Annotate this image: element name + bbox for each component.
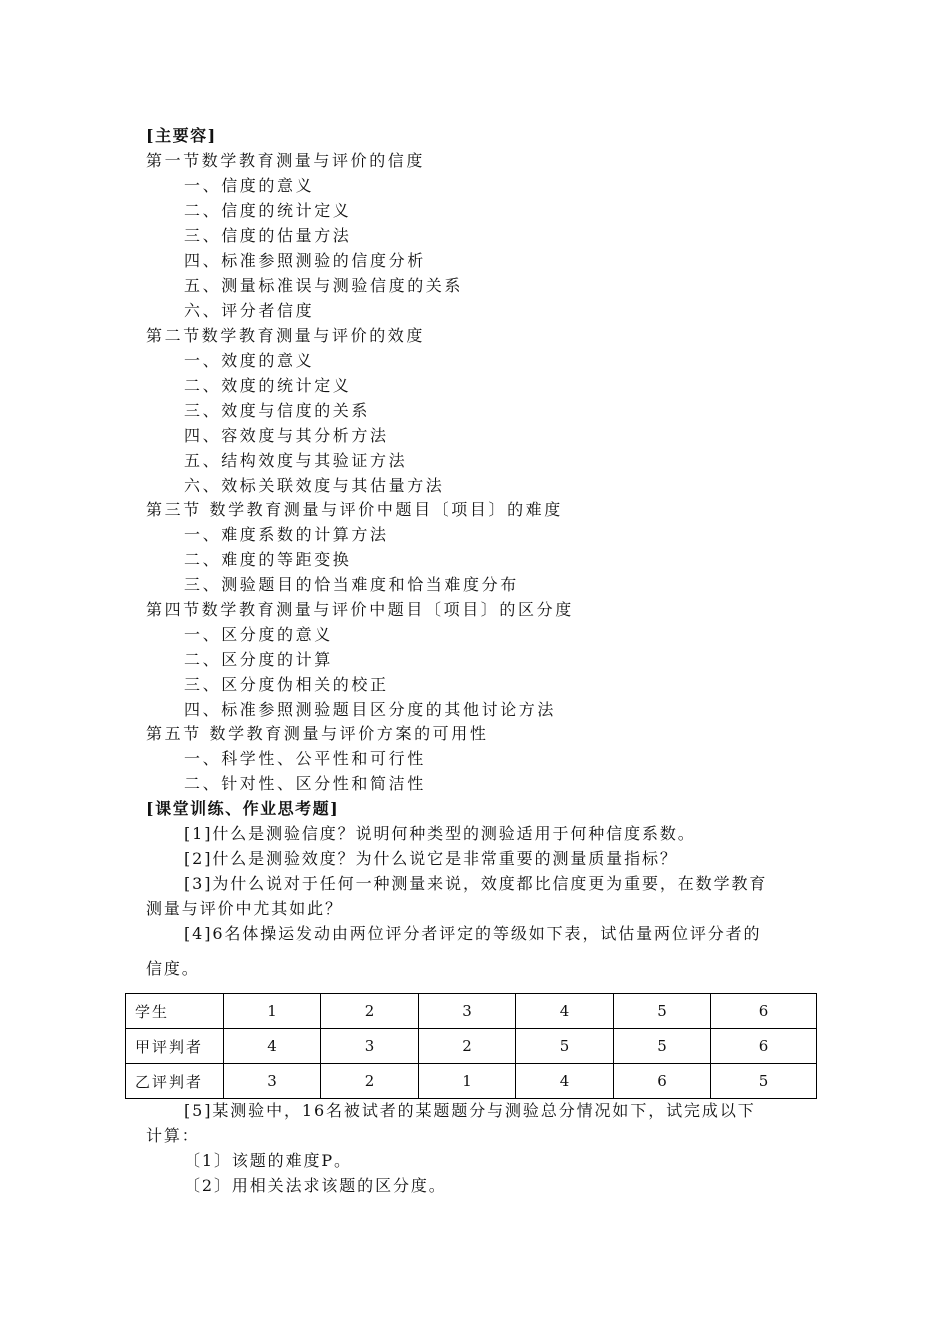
- table-row: [126, 1029, 817, 1064]
- table-cell: 5: [614, 1029, 711, 1064]
- table-cell: 5: [516, 1029, 614, 1064]
- table-cell: 3: [321, 1029, 419, 1064]
- table-row: [126, 1064, 817, 1099]
- question-2: [2]什么是测验效度？为什么说它是非常重要的测量质量指标？: [184, 849, 678, 868]
- section-3-item: 一、难度系数的计算方法: [184, 525, 389, 544]
- table-cell: 2: [419, 1029, 516, 1064]
- table-cell: 3: [224, 1064, 321, 1099]
- section-4-title: 第四节数学教育测量与评价中题目〔项目〕的区分度: [146, 600, 574, 619]
- section-1-item: 六、评分者信度: [184, 301, 315, 320]
- exercises-heading: [课堂训练、作业思考题]: [146, 799, 340, 818]
- table-cell: 4: [516, 994, 614, 1029]
- section-2-item: 六、效标关联效度与其估量方法: [184, 476, 445, 495]
- question-1: [1]什么是测验信度？说明何种类型的测验适用于何种信度系数。: [184, 824, 696, 843]
- grades-table: [125, 993, 817, 1099]
- section-3-item: 三、测验题目的恰当难度和恰当难度分布: [184, 575, 519, 594]
- table-cell: 4: [224, 1029, 321, 1064]
- section-1-item: 一、信度的意义: [184, 176, 315, 195]
- table-row-label: 乙评判者: [126, 1064, 224, 1099]
- question-5-sub-1: 〔1〕该题的难度P。: [184, 1151, 352, 1170]
- table-cell: 1: [419, 1064, 516, 1099]
- section-1-item: 二、信度的统计定义: [184, 201, 352, 220]
- section-2-item: 四、容效度与其分析方法: [184, 426, 389, 445]
- section-1-title: 第一节数学教育测量与评价的信度: [146, 151, 426, 170]
- section-4-item: 二、区分度的计算: [184, 650, 333, 669]
- section-5-item: 二、针对性、区分性和简洁性: [184, 774, 426, 793]
- section-1-item: 四、标准参照测验的信度分析: [184, 251, 426, 270]
- table-cell: 6: [614, 1064, 711, 1099]
- section-2-item: 二、效度的统计定义: [184, 376, 352, 395]
- section-5-item: 一、科学性、公平性和可行性: [184, 749, 426, 768]
- table-cell: 3: [419, 994, 516, 1029]
- section-1-item: 五、测量标准误与测验信度的关系: [184, 276, 464, 295]
- table-cell: 5: [711, 1064, 817, 1099]
- section-3-title: 第三节 数学教育测量与评价中题目〔项目〕的难度: [146, 500, 563, 519]
- question-3-line-1: [3]为什么说对于任何一种测量来说，效度都比信度更为重要，在数学教育: [184, 874, 768, 893]
- section-4-item: 三、区分度伪相关的校正: [184, 675, 389, 694]
- section-4-item: 四、标准参照测验题目区分度的其他讨论方法: [184, 700, 557, 719]
- table-cell: 5: [614, 994, 711, 1029]
- question-4-line-1: [4]6名体操运发动由两位评分者评定的等级如下表，试估量两位评分者的: [184, 924, 762, 943]
- table-cell: 6: [711, 1029, 817, 1064]
- main-content-heading: [主要容]: [146, 126, 217, 145]
- section-3-item: 二、难度的等距变换: [184, 550, 352, 569]
- table-header-label: 学生: [126, 994, 224, 1029]
- section-4-item: 一、区分度的意义: [184, 625, 333, 644]
- question-3-line-2: 测量与评价中尤其如此？: [146, 899, 343, 918]
- table-cell: 6: [711, 994, 817, 1029]
- question-4-line-2: 信度。: [146, 959, 200, 978]
- table-cell: 2: [321, 994, 419, 1029]
- table-cell: 1: [224, 994, 321, 1029]
- question-5-line-2: 计算：: [146, 1126, 200, 1145]
- table-header-row: [126, 994, 817, 1029]
- section-1-item: 三、信度的估量方法: [184, 226, 352, 245]
- section-5-title: 第五节 数学教育测量与评价方案的可用性: [146, 724, 489, 743]
- table-cell: 2: [321, 1064, 419, 1099]
- section-2-title: 第二节数学教育测量与评价的效度: [146, 326, 426, 345]
- section-2-item: 一、效度的意义: [184, 351, 315, 370]
- question-5-line-1: [5]某测验中，16名被试者的某题题分与测验总分情况如下，试完成以下: [184, 1101, 756, 1120]
- section-2-item: 五、结构效度与其验证方法: [184, 451, 408, 470]
- question-5-sub-2: 〔2〕用相关法求该题的区分度。: [184, 1176, 447, 1195]
- table-row-label: 甲评判者: [126, 1029, 224, 1064]
- table-cell: 4: [516, 1064, 614, 1099]
- section-2-item: 三、效度与信度的关系: [184, 401, 371, 420]
